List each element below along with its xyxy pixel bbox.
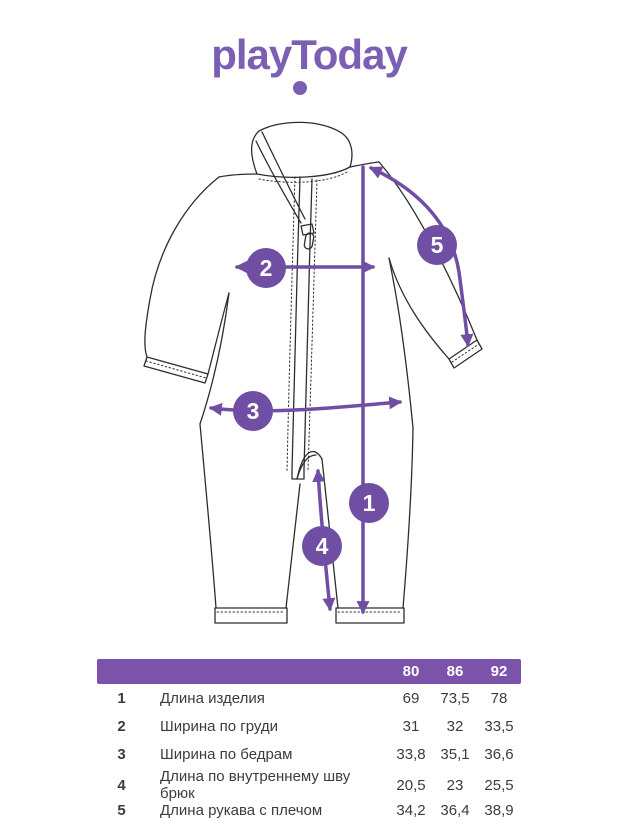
callout-2 <box>246 248 286 288</box>
zipper-tape-right <box>304 179 312 470</box>
left-shoulder-seam <box>219 174 257 177</box>
callout-2-number: 2 <box>259 255 273 281</box>
row-label: Ширина по бедрам <box>160 745 293 763</box>
size-table-header <box>97 659 521 684</box>
row-value-86: 35,1 <box>440 745 470 763</box>
size-column-86: 86 <box>446 663 464 680</box>
left-sleeve-outer <box>145 177 219 357</box>
zipper-stitch-left <box>287 177 295 471</box>
size-table <box>97 659 521 824</box>
row-value-80: 31 <box>402 717 420 735</box>
callout-4 <box>302 526 342 566</box>
row-label: Длина по внутреннему шву брюк <box>160 768 351 802</box>
left-leg-outer <box>200 424 216 608</box>
row-number: 1 <box>117 689 126 707</box>
collar-base <box>257 167 350 177</box>
row-value-80: 20,5 <box>396 776 426 794</box>
right-leg-outer <box>403 428 413 608</box>
row-value-92: 38,9 <box>484 801 514 819</box>
row-value-92: 36,6 <box>484 745 514 763</box>
row-value-92: 78 <box>490 689 508 707</box>
left-sleeve-cuff <box>144 357 208 383</box>
row-label: Длина рукава с плечом <box>160 801 323 819</box>
row-number: 2 <box>117 717 126 735</box>
table-row <box>97 684 521 712</box>
row-value-80: 33,8 <box>396 745 426 763</box>
row-value-92: 25,5 <box>484 776 514 794</box>
callout-5-number: 5 <box>430 232 444 258</box>
size-column-80: 80 <box>402 663 420 680</box>
size-column-92: 92 <box>490 663 508 680</box>
logo-part-play: play <box>211 31 292 78</box>
left-leg-inner <box>286 484 300 608</box>
left-body-seam <box>200 293 229 424</box>
row-value-92: 33,5 <box>484 717 514 735</box>
right-sleeve-cuff <box>449 340 482 368</box>
row-number: 3 <box>117 745 126 763</box>
callout-3 <box>233 391 273 431</box>
table-row <box>97 740 521 768</box>
callout-4-number: 4 <box>315 533 329 559</box>
row-number: 5 <box>117 801 126 819</box>
row-value-80: 69 <box>402 689 420 707</box>
left-leg-cuff <box>215 608 287 623</box>
row-number: 4 <box>117 776 126 794</box>
logo-part-oday: oday <box>312 31 407 78</box>
measure-line-5-sleeve <box>371 168 468 345</box>
row-value-80: 34,2 <box>396 801 426 819</box>
row-value-86: 36,4 <box>440 801 470 819</box>
callout-1-number: 1 <box>362 490 376 516</box>
row-label: Ширина по груди <box>160 717 279 735</box>
logo-part-t: T <box>291 31 313 78</box>
table-row <box>97 712 521 740</box>
callout-1 <box>349 483 389 523</box>
table-row <box>97 768 521 802</box>
row-label: Длина изделия <box>160 689 265 707</box>
row-value-86: 32 <box>446 717 464 735</box>
collar-outline <box>252 122 352 174</box>
left-sleeve-inner <box>208 293 229 374</box>
callout-5 <box>417 225 457 265</box>
measurement-annotations <box>211 167 468 612</box>
callout-3-number: 3 <box>246 398 260 424</box>
row-value-86: 23 <box>446 776 464 794</box>
right-leg-cuff <box>336 608 404 623</box>
row-value-86: 73,5 <box>440 689 470 707</box>
